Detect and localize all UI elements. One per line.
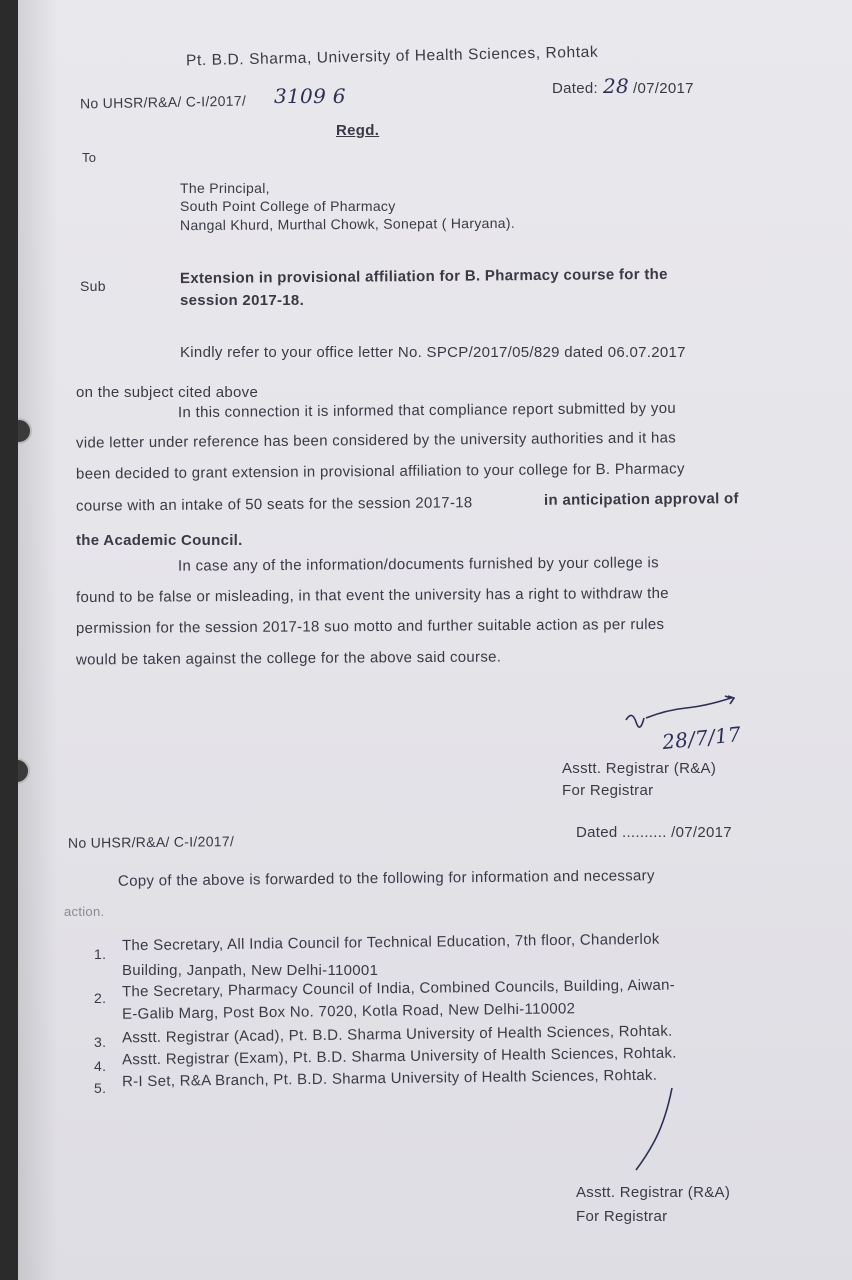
- copy-list-item-2-line-1: The Secretary, Pharmacy Council of India, Combined Councils, Building, Aiwan-: [121, 976, 676, 1001]
- subject-line-1: Extension in provisional affiliation for B. Pharmacy course for the: [179, 265, 668, 288]
- signatory-title: Asstt. Registrar (R&A): [562, 760, 717, 777]
- signatory-for: For Registrar: [562, 782, 654, 799]
- second-signature-mark: [632, 1086, 692, 1176]
- copy-list-item-2-line-2: E-Galib Marg, Post Box No. 7020, Kotla Road, New Delhi-110002: [121, 1000, 576, 1023]
- body-line-5: been decided to grant extension in provisional affiliation to your college for B. Pharmacy: [75, 460, 685, 483]
- body-line-10: permission for the session 2017-18 suo motto and further suitable action as per rules: [75, 615, 665, 638]
- copy-list-item-3: Asstt. Registrar (Acad), Pt. B.D. Sharma University of Health Sciences, Rohtak.: [121, 1022, 673, 1047]
- body-line-1: Kindly refer to your office letter No. SPCP/2017/05/829 dated 06.07.2017: [180, 344, 686, 361]
- body-line-4: vide letter under reference has been considered by the university authorities and it has: [75, 429, 677, 452]
- registered-mark: Regd.: [336, 122, 380, 139]
- copy-list-number-1: 1.: [94, 946, 107, 962]
- body-line-6-emphasis: in anticipation approval of: [543, 490, 739, 509]
- copy-list-item-1-line-1: The Secretary, All India Council for Technical Education, 7th floor, Chanderlok: [121, 930, 660, 955]
- signature-date-handwritten: 28/7/17: [660, 721, 743, 755]
- second-signatory-title: Asstt. Registrar (R&A): [576, 1184, 731, 1201]
- body-line-2: on the subject cited above: [76, 384, 259, 401]
- body-line-8: In case any of the information/documents furnished by your college is: [177, 554, 660, 575]
- dated-month-year: /07/2017: [633, 80, 694, 97]
- reference-number: No UHSR/R&A/ C-I/2017/: [79, 92, 247, 112]
- addressee-line-2: South Point College of Pharmacy: [180, 198, 396, 214]
- copy-intro-line-2: action.: [64, 904, 105, 919]
- copy-list-item-4: Asstt. Registrar (Exam), Pt. B.D. Sharma University of Health Sciences, Rohtak.: [121, 1044, 677, 1069]
- copy-list-number-2: 2.: [94, 990, 107, 1006]
- copy-reference-number: No UHSR/R&A/ C-I/2017/: [67, 833, 235, 851]
- to-label: To: [82, 150, 97, 165]
- punch-hole-top: [18, 418, 32, 444]
- dated-handwritten: 28: [603, 74, 630, 98]
- copy-list-item-5: R-I Set, R&A Branch, Pt. B.D. Sharma University of Health Sciences, Rohtak.: [121, 1066, 658, 1091]
- subject-line-2: session 2017-18.: [180, 292, 305, 309]
- subject-label: Sub: [80, 278, 106, 294]
- letter-page: [18, 0, 852, 1280]
- second-signatory-for: For Registrar: [576, 1208, 668, 1225]
- dated-label: Dated:: [552, 80, 598, 97]
- body-line-9: found to be false or misleading, in that event the university has a right to withdraw the: [75, 584, 669, 607]
- punch-hole-bottom: [18, 758, 30, 784]
- copy-list-number-4: 4.: [94, 1058, 107, 1074]
- university-header: Pt. B.D. Sharma, University of Health Sciences, Rohtak: [185, 43, 599, 70]
- body-line-7: the Academic Council.: [76, 532, 243, 549]
- copy-intro-line-1: Copy of the above is forwarded to the following for information and necessary: [117, 867, 655, 890]
- copy-dated: Dated .......... /07/2017: [576, 824, 732, 841]
- copy-list-number-5: 5.: [94, 1080, 107, 1096]
- addressee-line-3: Nangal Khurd, Murthal Chowk, Sonepat ( Haryana).: [179, 214, 516, 234]
- copy-list-item-1-line-2: Building, Janpath, New Delhi-110001: [122, 962, 379, 979]
- body-line-6: course with an intake of 50 seats for the session 2017-18: [75, 494, 473, 515]
- reference-number-handwritten: 3109 6: [274, 84, 346, 108]
- addressee-line-1: The Principal,: [180, 180, 270, 196]
- body-line-11: would be taken against the college for the above said course.: [75, 648, 502, 669]
- copy-list-number-3: 3.: [94, 1034, 107, 1050]
- body-line-3: In this connection it is informed that compliance report submitted by you: [177, 399, 677, 422]
